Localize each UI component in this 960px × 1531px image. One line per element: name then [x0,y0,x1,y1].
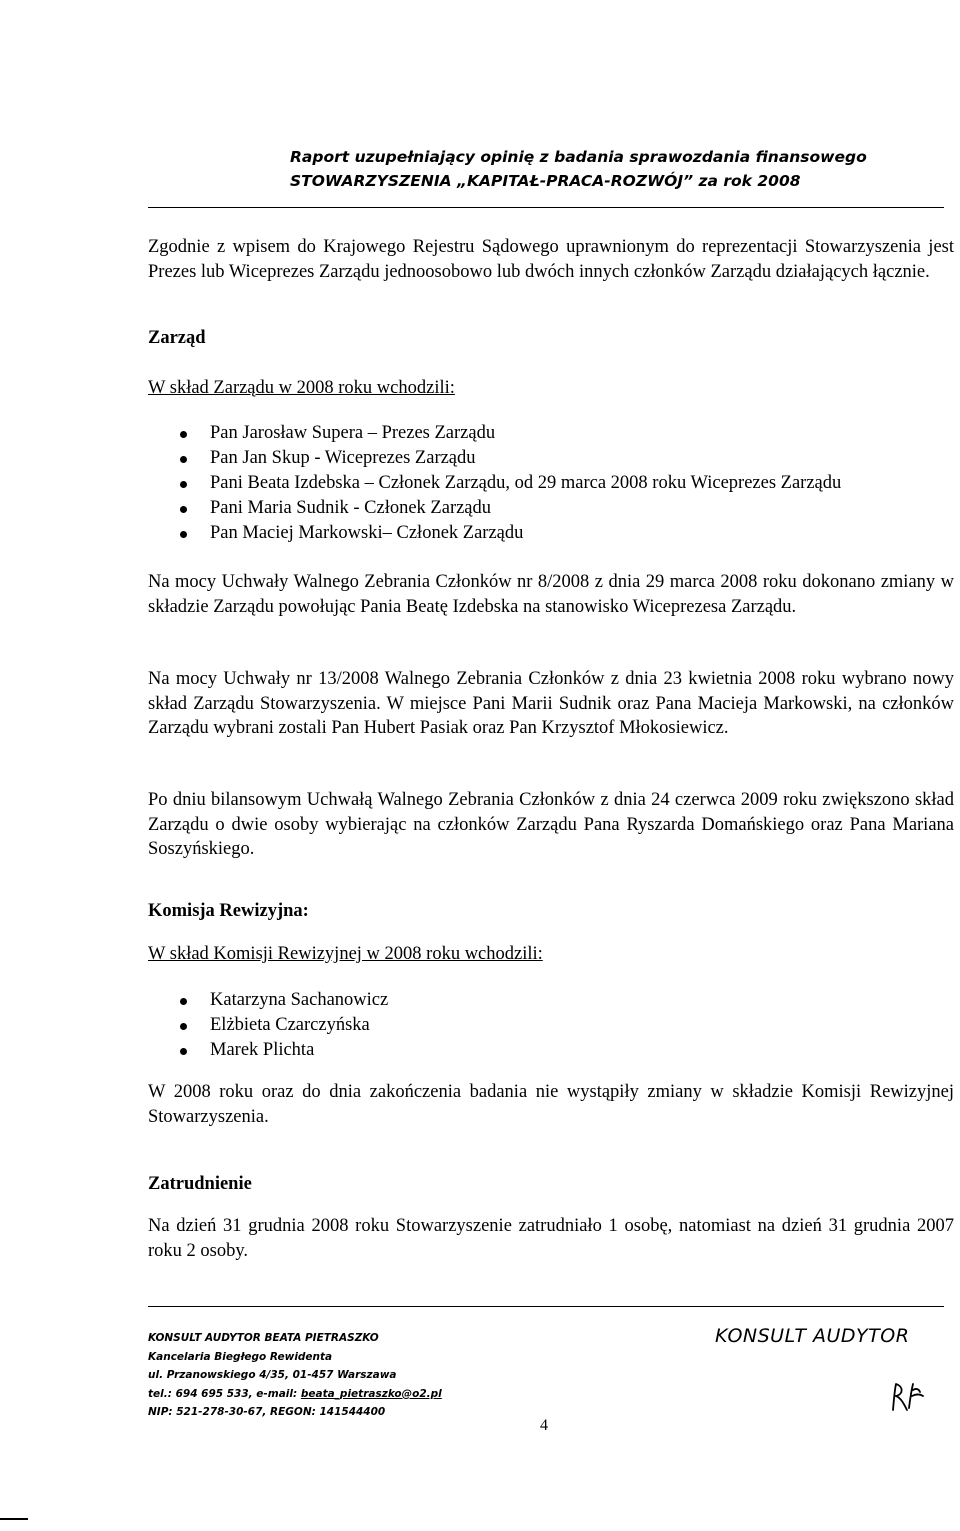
signature-initials [883,1378,943,1418]
margin-mark [0,1518,28,1520]
footer-brand-logo: KONSULT AUDYTOR [715,1325,910,1347]
list-item: Pan Maciej Markowski– Członek Zarządu [180,521,841,546]
footer-ids: NIP: 521-278-30-67, REGON: 141544400 [148,1406,386,1418]
header-line-2: STOWARZYSZENIA „KAPITAŁ-PRACA-ROZWÓJ” za rok 2008 [290,172,801,190]
list-item: Pan Jarosław Supera – Prezes Zarządu [180,421,841,446]
zarzad-member-list [180,421,841,546]
zatrudnienie-heading: Zatrudnienie [148,1174,252,1194]
header-divider [148,207,944,208]
list-item: Pan Jan Skup - Wiceprezes Zarządu [180,446,841,471]
zarzad-subheading: W skład Zarządu w 2008 roku wchodzili: [148,378,455,398]
list-item: Pani Maria Sudnik - Członek Zarządu [180,496,841,521]
zarzad-paragraph-1: Na mocy Uchwały Walnego Zebrania Członków nr 8/2008 z dnia 29 marca 2008 roku dokonano zmiany w składzie Zarządu powołując Pania Beatę Izdebska na stanowisko Wiceprezesa Zarządu. [148,572,954,617]
zarzad-paragraph-3: Po dniu bilansowym Uchwałą Walnego Zebrania Członków z dnia 24 czerwca 2009 roku zwiększono skład Zarządu o dwie osoby wybierając na członków Zarządu Pana Ryszarda Domańskiego oraz Pana Mariana Soszyńskiego. [148,790,954,859]
intro-paragraph: Zgodnie z wpisem do Krajowego Rejestru Sądowego uprawnionym do reprezentacji Stowarzyszenia jest Prezes lub Wiceprezes Zarządu jednoosobowo lub dwóch innych członków Zarządu działających łącznie. [148,237,954,282]
footer-company: KONSULT AUDYTOR BEATA PIETRASZKO [148,1332,379,1344]
zarzad-paragraph-2: Na mocy Uchwały nr 13/2008 Walnego Zebrania Członków z dnia 23 kwietnia 2008 roku wybrano nowy skład Zarządu Stowarzyszenia. W miejsce Pani Marii Sudnik oraz Pana Macieja Markowski, na członków Zarządu wybrani zostali Pan Hubert Pasiak oraz Pan Krzysztof Młokosiewicz. [148,669,954,738]
komisja-member-list [180,988,388,1063]
list-item: Elżbieta Czarczyńska [180,1013,388,1038]
footer-office: Kancelaria Biegłego Rewidenta [148,1350,333,1363]
komisja-paragraph: W 2008 roku oraz do dnia zakończenia badania nie wystąpiły zmiany w składzie Komisji Rewizyjnej Stowarzyszenia. [148,1082,954,1127]
list-item: Katarzyna Sachanowicz [180,988,388,1013]
page-number: 4 [540,1417,548,1434]
list-item: Pani Beata Izdebska – Członek Zarządu, od 29 marca 2008 roku Wiceprezes Zarządu [180,471,841,496]
footer-email-link[interactable]: beata_pietraszko@o2.pl [300,1387,442,1400]
footer-contact-block [148,1329,442,1422]
komisja-subheading: W skład Komisji Rewizyjnej w 2008 roku wchodzili: [148,944,543,964]
footer-contact [148,1385,442,1404]
footer-phone: tel.: 694 695 533, e-mail: [148,1387,301,1400]
list-item: Marek Plichta [180,1038,388,1063]
report-header [290,145,930,193]
zatrudnienie-paragraph: Na dzień 31 grudnia 2008 roku Stowarzyszenie zatrudniało 1 osobę, natomiast na dzień 31 grudnia 2007 roku 2 osoby. [148,1216,954,1261]
footer-divider [148,1306,944,1307]
footer-address: ul. Przanowskiego 4/35, 01-457 Warszawa [148,1369,397,1381]
zarzad-heading: Zarząd [148,328,206,348]
komisja-heading: Komisja Rewizyjna: [148,901,309,921]
header-line-1: Raport uzupełniający opinię z badania sprawozdania finansowego [290,148,867,166]
